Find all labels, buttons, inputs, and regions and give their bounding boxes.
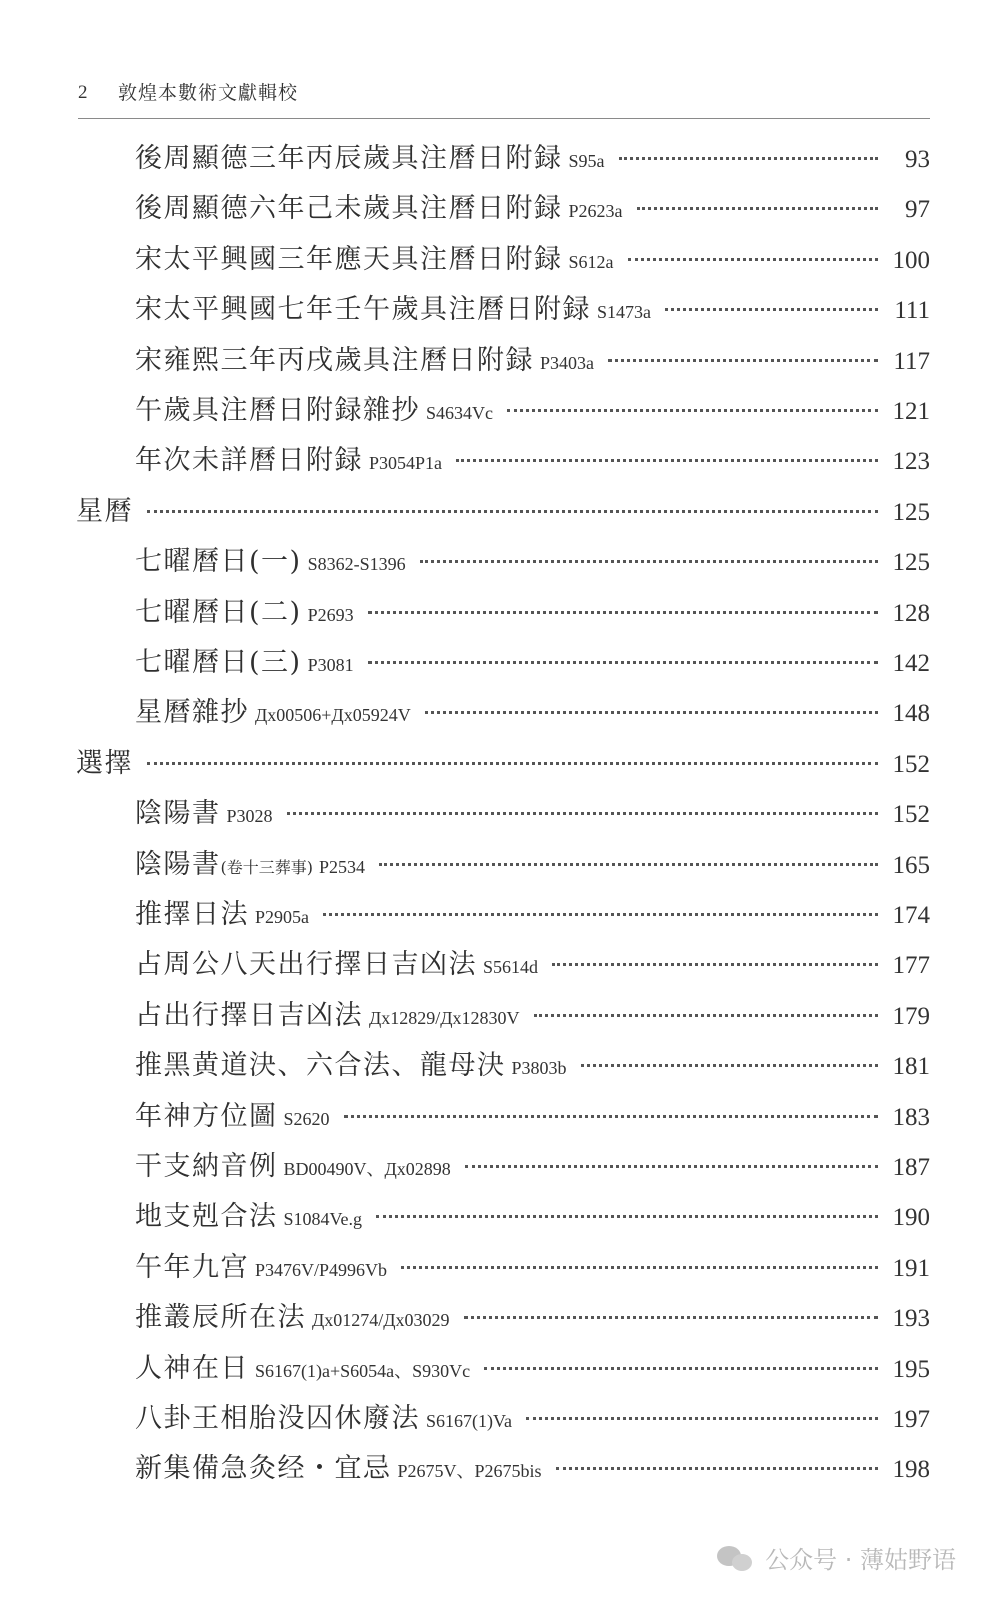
toc-entry-manuscript-code: P3803b <box>511 1058 567 1079</box>
toc-entry-manuscript-code: S6167(1)a+S6054a、S930Vc <box>255 1360 471 1381</box>
running-header <box>78 78 930 119</box>
toc-entry-manuscript-code: P2693 <box>307 604 354 625</box>
toc-entry <box>135 1346 930 1398</box>
toc-entry-page-number: 111 <box>894 297 930 325</box>
toc-entry-page-number: 125 <box>892 549 930 577</box>
toc-entry-page-number: 190 <box>892 1204 930 1232</box>
toc-entry-page-number: 198 <box>892 1456 930 1484</box>
dot-leader <box>368 661 878 664</box>
toc-entry-title: 七曜曆日(二) <box>135 596 302 628</box>
dot-leader <box>344 1115 878 1118</box>
toc-entry-title: 占出行擇日吉凶法 <box>135 999 363 1031</box>
dot-leader <box>425 711 878 714</box>
toc-entry-title: 後周顯德六年己未歲具注曆日附録 <box>135 193 563 225</box>
dot-leader <box>420 560 878 563</box>
toc-entry <box>135 590 930 642</box>
toc-entry-title: 七曜曆日(三) <box>135 647 302 678</box>
toc-entry-title: 人神在日 <box>135 1352 249 1384</box>
toc-entry-manuscript-code: P3054P1a <box>369 453 443 474</box>
toc-entry-page-number: 193 <box>892 1305 930 1333</box>
toc-entry <box>135 1094 930 1146</box>
toc-entry-page-number: 100 <box>892 246 930 274</box>
toc-entry-manuscript-code: S4634Vc <box>426 403 493 423</box>
toc-entry-page-number: 177 <box>892 952 930 980</box>
toc-entry-title: 地支剋合法 <box>135 1201 278 1233</box>
toc-entry-manuscript-code: S6167(1)Va <box>426 1411 512 1431</box>
toc-entry-page-number: 117 <box>893 347 930 375</box>
book-title: 敦煌本數術文獻輯校 <box>118 82 299 104</box>
toc-entry <box>135 287 930 339</box>
toc-entry <box>135 791 930 843</box>
toc-entry-page-number: 128 <box>892 599 930 627</box>
dot-leader <box>526 1417 878 1420</box>
dot-leader <box>619 157 879 160</box>
toc-entry-page-number: 174 <box>892 902 930 929</box>
dot-leader <box>287 812 878 815</box>
toc-entry-title: 年次未詳曆日附録 <box>135 445 363 477</box>
toc-entry-manuscript-code: S5614d <box>483 957 539 978</box>
toc-entry-title: 年神方位圖 <box>135 1100 278 1132</box>
toc-entry-page-number: 93 <box>905 146 930 173</box>
toc-entry-title: 七曜曆日(一) <box>135 546 302 578</box>
toc-entry <box>135 136 930 188</box>
dot-leader <box>379 863 878 866</box>
dot-leader <box>401 1266 878 1269</box>
toc-entry <box>135 186 930 238</box>
toc-entry-manuscript-code: P3476V/P4996Vb <box>255 1259 388 1280</box>
toc-entry-title: 新集備急灸经・宜忌 <box>135 1453 392 1485</box>
toc-section <box>76 489 930 541</box>
toc-entry <box>135 842 930 894</box>
watermark-text: 公众号 · 薄姑野语 <box>765 1546 956 1574</box>
toc-entry <box>135 539 930 591</box>
toc-entry <box>135 1396 930 1448</box>
toc-entry-page-number: 183 <box>892 1103 930 1131</box>
watermark <box>717 1540 956 1575</box>
dot-leader <box>323 913 878 916</box>
toc-entry <box>135 338 930 390</box>
toc-entry-manuscript-code: S612a <box>568 251 614 272</box>
toc-entry <box>135 438 930 490</box>
toc-entry <box>135 1245 930 1297</box>
toc-entry-page-number: 187 <box>892 1154 930 1181</box>
toc-entry-title: 干支納音例 <box>135 1151 278 1182</box>
dot-leader <box>147 762 878 765</box>
toc-entry <box>135 1295 930 1347</box>
toc-entry-manuscript-code: Дх01274/Дх03029 <box>312 1310 450 1331</box>
dot-leader <box>507 409 878 412</box>
toc-entry <box>135 892 930 944</box>
dot-leader <box>464 1316 878 1319</box>
toc-entry-page-number: 181 <box>892 1053 930 1081</box>
wechat-icon <box>717 1544 755 1572</box>
toc-entry-page-number: 97 <box>905 196 930 224</box>
toc-entry-page-number: 191 <box>892 1254 930 1282</box>
toc-entry <box>135 388 930 440</box>
dot-leader <box>628 258 879 261</box>
toc-entry <box>135 1043 930 1095</box>
toc-entry-manuscript-code: BD00490V、Дх02898 <box>283 1159 451 1179</box>
dot-leader <box>484 1367 878 1370</box>
toc-entry-manuscript-code: P2623a <box>568 201 623 222</box>
toc-entry-manuscript-code: S2620 <box>283 1108 330 1129</box>
toc-entry <box>135 1194 930 1246</box>
toc-entry-manuscript-code: P3081 <box>307 655 354 675</box>
toc-entry-title: 占周公八天出行擇日吉凶法 <box>135 949 477 981</box>
toc-entry-title: 推擇日法 <box>135 899 249 930</box>
toc-entry-manuscript-code: S1473a <box>597 302 651 323</box>
toc-entry-title: 推黑黄道決、六合法、龍母決 <box>135 1050 506 1082</box>
dot-leader <box>465 1165 878 1168</box>
toc-entry-page-number: 142 <box>892 650 930 677</box>
toc-entry-title: 推叢辰所在法 <box>135 1302 306 1334</box>
toc-entry-title: 八卦王相胎没囚休廢法 <box>135 1403 420 1434</box>
toc-entry-page-number: 125 <box>892 498 930 526</box>
toc-entry-page-number: 121 <box>892 398 930 425</box>
toc-entry <box>135 942 930 994</box>
toc-entry-title: 陰陽書 <box>135 798 221 830</box>
dot-leader <box>581 1064 878 1067</box>
toc-entry-title: 宋太平興國七年壬午歲具注曆日附録 <box>135 294 591 326</box>
toc-entry-manuscript-code: S1084Ve.g <box>283 1209 363 1230</box>
toc-entry-title: 午歲具注曆日附録雜抄 <box>135 395 420 426</box>
toc-entry-title: 後周顯德三年丙辰歲具注曆日附録 <box>135 143 563 174</box>
toc-entry-title: 星曆雜抄 <box>135 697 249 729</box>
toc-entry-manuscript-code: Дх12829/Дх12830V <box>369 1007 520 1028</box>
toc-entry-page-number: 152 <box>892 801 930 829</box>
toc-entry-manuscript-code: P3403a <box>540 352 594 373</box>
dot-leader <box>147 510 878 513</box>
dot-leader <box>608 359 878 362</box>
toc-entry-manuscript-code: P2534 <box>319 856 366 877</box>
toc-entry-page-number: 123 <box>892 448 930 476</box>
toc-entry-page-number: 195 <box>892 1355 930 1383</box>
toc-section <box>76 741 930 793</box>
dot-leader <box>637 207 879 210</box>
toc-entry-manuscript-code: S95a <box>568 151 605 171</box>
toc-entry-page-number: 179 <box>892 1002 930 1030</box>
toc-entry <box>135 1446 930 1498</box>
toc-entry-title: 星曆 <box>76 495 133 527</box>
toc-entry <box>135 993 930 1045</box>
toc-entry <box>135 237 930 289</box>
toc-entry-title: 選擇 <box>76 747 133 779</box>
toc-entry <box>135 690 930 742</box>
dot-leader <box>534 1014 878 1017</box>
toc-entry-manuscript-code: P2675V、P2675bis <box>397 1461 542 1482</box>
toc-entry-title: 宋太平興國三年應天具注曆日附録 <box>135 243 563 275</box>
toc-entry-title: 午年九宫 <box>135 1251 249 1283</box>
dot-leader <box>552 963 878 966</box>
toc-entry <box>135 1144 930 1196</box>
dot-leader <box>368 611 878 614</box>
dot-leader <box>376 1215 878 1218</box>
toc-entry-manuscript-code: P2905a <box>255 907 309 927</box>
toc-entry-page-number: 148 <box>892 700 930 728</box>
dot-leader <box>456 459 878 462</box>
page-number: 2 <box>78 82 88 103</box>
toc-entry-title: 宋雍熙三年丙戌歲具注曆日附録 <box>135 344 534 376</box>
dot-leader <box>665 308 878 311</box>
toc-entry <box>135 640 930 692</box>
toc-entry-manuscript-code: P3028 <box>226 806 273 827</box>
toc-entry-page-number: 197 <box>892 1406 930 1433</box>
toc-entry-subtitle: (卷十三葬事) <box>220 857 313 877</box>
toc-entry-manuscript-code: Дх00506+Дх05924V <box>255 705 411 726</box>
dot-leader <box>556 1467 878 1470</box>
toc-entry-page-number: 152 <box>892 750 930 778</box>
toc-entry-page-number: 165 <box>892 851 930 879</box>
toc-entry-manuscript-code: S8362-S1396 <box>307 554 406 575</box>
toc-entry-title: 陰陽書 <box>135 848 221 880</box>
